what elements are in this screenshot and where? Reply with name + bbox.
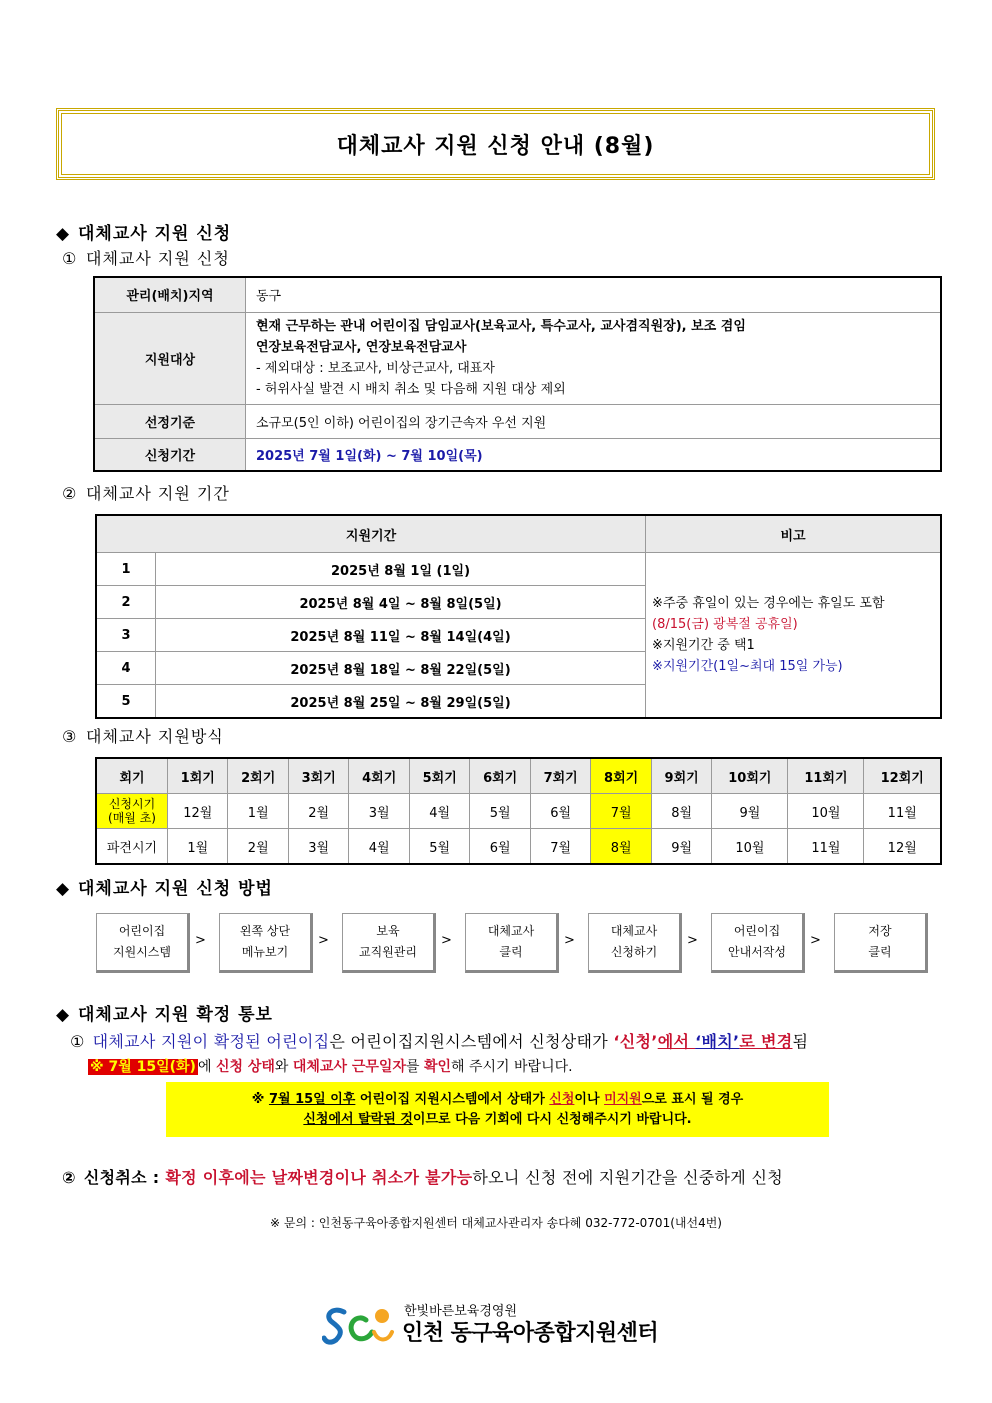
circled-number: ③ — [62, 727, 78, 746]
diamond-bullet-icon: ◆ — [56, 879, 71, 899]
page-title: 대체교사 지원 신청 안내 (8월) — [336, 133, 655, 159]
apply-cell: 3월 — [349, 794, 409, 829]
flow-step-line: 왼쪽 상단 — [239, 924, 291, 938]
dispatch-cell: 5월 — [409, 829, 469, 865]
confirm-text: 은 어린이집지원시스템에서 신청상태가 — [329, 1032, 614, 1051]
target-line: 현재 근무하는 관내 어린이집 담임교사(보육교사, 특수교사, 교사겸직원장), 보조 겸임 — [256, 319, 746, 334]
flow-step-line: 어린이집 — [118, 924, 166, 938]
notice-text: 이므로 다음 기회에 다시 신청해주시기 바랍니다. — [412, 1111, 692, 1127]
section-heading-method — [56, 874, 273, 899]
confirm-text: 신청 상태 — [215, 1059, 275, 1075]
dispatch-cell: 6월 — [470, 829, 530, 865]
chevron-right-icon: > — [810, 933, 821, 948]
apply-cell: 12월 — [168, 794, 228, 829]
cancel-warning: 확정 이후에는 날짜변경이나 취소가 불가능 — [165, 1168, 473, 1187]
section-title: 대체교사 지원 신청 방법 — [78, 879, 273, 899]
table-row-dispatch — [96, 829, 941, 865]
flow-step-line: 메뉴보기 — [241, 945, 289, 959]
dispatch-cell: 2월 — [228, 829, 288, 865]
confirm-text: 를 — [405, 1059, 424, 1075]
section-title: 대체교사 지원 확정 통보 — [78, 1005, 273, 1025]
row-period: 2025년 8월 11일 ~ 8월 14일(4일) — [156, 619, 646, 652]
flow-step-line: 클릭 — [868, 945, 892, 959]
table-row — [94, 312, 941, 404]
note-line: ※지원기간 중 택1 — [652, 638, 755, 653]
notice-text: 신청에서 탈락된 것 — [303, 1111, 413, 1127]
row-index: 3 — [96, 619, 156, 652]
note-line: ※지원기간(1일~최대 15일 가능) — [652, 659, 843, 674]
table-row — [96, 553, 941, 586]
confirm-text: 해 주시기 바랍니다. — [451, 1059, 573, 1075]
circled-number: ① — [70, 1032, 85, 1051]
region-label: 관리(배치)지역 — [94, 277, 246, 312]
apply-label-line: 신청시기 — [108, 797, 156, 811]
section-title: 대체교사 지원 신청 — [78, 224, 232, 244]
row-index: 5 — [96, 685, 156, 719]
apply-cell: 1월 — [228, 794, 288, 829]
flow-step-line: 어린이집 — [733, 924, 781, 938]
apply-cell: 2월 — [288, 794, 348, 829]
apply-cell: 4월 — [409, 794, 469, 829]
dispatch-cell: 1월 — [168, 829, 228, 865]
center-logo-icon — [322, 1302, 394, 1348]
cancel-text: 하오니 신청 전에 지원기간을 신중하게 신청 — [472, 1168, 783, 1187]
table-row-apply — [96, 794, 941, 829]
apply-cell: 5월 — [470, 794, 530, 829]
apply-cell: 10월 — [788, 794, 864, 829]
table-row — [94, 404, 941, 438]
subsection-heading-1 — [62, 246, 230, 269]
row-index: 4 — [96, 652, 156, 685]
flow-step-line: 교직원관리 — [359, 945, 417, 959]
table-row — [94, 277, 941, 312]
contact-info: ※ 문의 : 인천동구육아종합지원센터 대체교사관리자 송다혜 032-772-0701(내선4번) — [270, 1216, 722, 1230]
notice-text: 신청 — [549, 1091, 575, 1107]
confirm-line-2 — [88, 1056, 573, 1076]
dispatch-cell: 4월 — [349, 829, 409, 865]
confirm-text: 대체교사 근무일자 — [292, 1059, 406, 1075]
footer-logo — [322, 1300, 682, 1350]
circled-number: ② — [62, 1168, 76, 1187]
subsection-heading-3 — [62, 724, 224, 747]
criteria-label: 선정기준 — [94, 404, 246, 438]
flow-step — [834, 913, 928, 973]
subsection-heading-2 — [62, 481, 230, 504]
region-value: 동구 — [246, 277, 942, 312]
notice-text: 어린이집 지원시스템에서 상태가 — [355, 1091, 550, 1107]
header-cell: 9회기 — [651, 758, 711, 794]
notice-line — [166, 1090, 829, 1110]
criteria-value: 소규모(5인 이하) 어린이집의 장기근속자 우선 지원 — [246, 404, 942, 438]
row-period: 2025년 8월 18일 ~ 8월 22일(5일) — [156, 652, 646, 685]
flow-step — [588, 913, 682, 973]
note-line: ※주중 휴일이 있는 경우에는 휴일도 포함 — [652, 596, 885, 611]
header-cell: 6회기 — [470, 758, 530, 794]
header-cell: 회기 — [96, 758, 168, 794]
flow-step — [342, 913, 436, 973]
target-line: 연장보육전담교사, 연장보육전담교사 — [256, 340, 467, 355]
header-note: 비고 — [646, 515, 941, 553]
dispatch-cell: 3월 — [288, 829, 348, 865]
header-cell: 10회기 — [712, 758, 788, 794]
confirm-text: 와 — [274, 1059, 293, 1075]
flow-step — [711, 913, 805, 973]
chevron-right-icon: > — [195, 933, 206, 948]
apply-cell: 7월 — [591, 794, 651, 829]
flow-step-line: 클릭 — [499, 945, 523, 959]
flow-step-line: 신청하기 — [610, 945, 658, 959]
header-cell: 5회기 — [409, 758, 469, 794]
notice-text: 7월 15일 이후 — [268, 1091, 356, 1107]
apply-label — [96, 794, 168, 829]
confirm-date: ※ 7월 15일(화) — [90, 1059, 196, 1075]
row-index: 1 — [96, 553, 156, 586]
notice-text: ※ — [251, 1091, 269, 1107]
subsection-title: 대체교사 지원방식 — [86, 727, 224, 746]
flow-step-line: 대체교사 — [487, 924, 535, 938]
dispatch-cell: 12월 — [864, 829, 941, 865]
cancel-label: 신청취소 : — [83, 1168, 166, 1187]
org-sub-name: 한빛바른보육경영원 — [404, 1304, 518, 1319]
flow-step-line: 대체교사 — [610, 924, 658, 938]
flow-step — [219, 913, 313, 973]
notice-text: 미지원 — [604, 1091, 642, 1107]
circled-number: ② — [62, 484, 78, 503]
notice-box — [166, 1082, 829, 1137]
notice-text: 으로 표시 될 경우 — [641, 1091, 744, 1107]
dispatch-cell: 10월 — [712, 829, 788, 865]
target-line: - 제외대상 : 보조교사, 비상근교사, 대표자 — [256, 361, 495, 376]
flow-step-line: 보육 — [376, 924, 400, 938]
application-info-table — [93, 276, 942, 472]
row-index: 2 — [96, 586, 156, 619]
section-heading-apply — [56, 219, 231, 244]
target-value — [246, 312, 942, 404]
notice-line — [166, 1110, 829, 1130]
apply-cell: 6월 — [530, 794, 590, 829]
period-value: 2025년 7월 1일(화) ~ 7월 10일(목) — [246, 438, 942, 471]
apply-cell: 9월 — [712, 794, 788, 829]
flow-step — [465, 913, 559, 973]
header-cell: 4회기 — [349, 758, 409, 794]
note-line: (8/15(금) 광복절 공휴일) — [652, 617, 798, 632]
support-method-table — [95, 757, 942, 865]
cancel-line — [62, 1165, 783, 1188]
circled-number: ① — [62, 249, 78, 268]
dispatch-cell: 11월 — [788, 829, 864, 865]
header-cell: 11회기 — [788, 758, 864, 794]
apply-cell: 8월 — [651, 794, 711, 829]
table-row — [94, 438, 941, 471]
dispatch-cell: 7월 — [530, 829, 590, 865]
flow-step-line: 안내서작성 — [728, 945, 786, 959]
header-cell: 12회기 — [864, 758, 941, 794]
header-cell: 8회기 — [591, 758, 651, 794]
diamond-bullet-icon: ◆ — [56, 1005, 71, 1025]
chevron-right-icon: > — [687, 933, 698, 948]
confirm-text: 로 변경 — [739, 1032, 793, 1051]
row-period: 2025년 8월 25일 ~ 8월 29일(5일) — [156, 685, 646, 719]
flow-step-line: 지원시스템 — [113, 945, 171, 959]
confirm-text: 확인 — [423, 1059, 452, 1075]
subsection-title: 대체교사 지원 신청 — [86, 249, 230, 268]
confirm-line-1 — [70, 1029, 950, 1052]
diamond-bullet-icon: ◆ — [56, 224, 71, 244]
apply-cell: 11월 — [864, 794, 941, 829]
section-heading-confirm — [56, 1000, 273, 1025]
header-cell: 1회기 — [168, 758, 228, 794]
table-header-row — [96, 515, 941, 553]
support-period-table — [95, 514, 942, 719]
row-period: 2025년 8월 4일 ~ 8월 8일(5일) — [156, 586, 646, 619]
chevron-right-icon: > — [564, 933, 575, 948]
confirm-text: 에 — [197, 1059, 216, 1075]
header-period: 지원기간 — [96, 515, 646, 553]
subsection-title: 대체교사 지원 기간 — [86, 484, 230, 503]
flow-step — [96, 913, 190, 973]
dispatch-cell: 8월 — [591, 829, 651, 865]
dispatch-label: 파견시기 — [96, 829, 168, 865]
header-cell: 2회기 — [228, 758, 288, 794]
title-box — [56, 108, 935, 180]
flow-step-line: 저장 — [868, 924, 892, 938]
confirm-text: 대체교사 지원이 확정된 어린이집 — [92, 1032, 330, 1051]
target-label: 지원대상 — [94, 312, 246, 404]
org-main-name: 인천 동구육아종합지원센터 — [402, 1321, 659, 1346]
table-header-row — [96, 758, 941, 794]
confirm-text: ‘신청’ — [613, 1032, 658, 1051]
target-line: - 허위사실 발견 시 배치 취소 및 다음해 지원 대상 제외 — [256, 382, 566, 397]
chevron-right-icon: > — [441, 933, 452, 948]
application-steps-flow — [96, 913, 930, 975]
confirm-text: 에서 — [657, 1032, 696, 1051]
period-note — [646, 553, 941, 719]
dispatch-cell: 9월 — [651, 829, 711, 865]
period-label: 신청기간 — [94, 438, 246, 471]
confirm-text: 됨 — [792, 1032, 809, 1051]
row-period: 2025년 8월 1일 (1일) — [156, 553, 646, 586]
confirm-text: ‘배치’ — [695, 1032, 740, 1051]
apply-label-line: (매월 초) — [108, 811, 156, 825]
notice-text: 이나 — [574, 1091, 605, 1107]
header-cell: 3회기 — [288, 758, 348, 794]
chevron-right-icon: > — [318, 933, 329, 948]
header-cell: 7회기 — [530, 758, 590, 794]
